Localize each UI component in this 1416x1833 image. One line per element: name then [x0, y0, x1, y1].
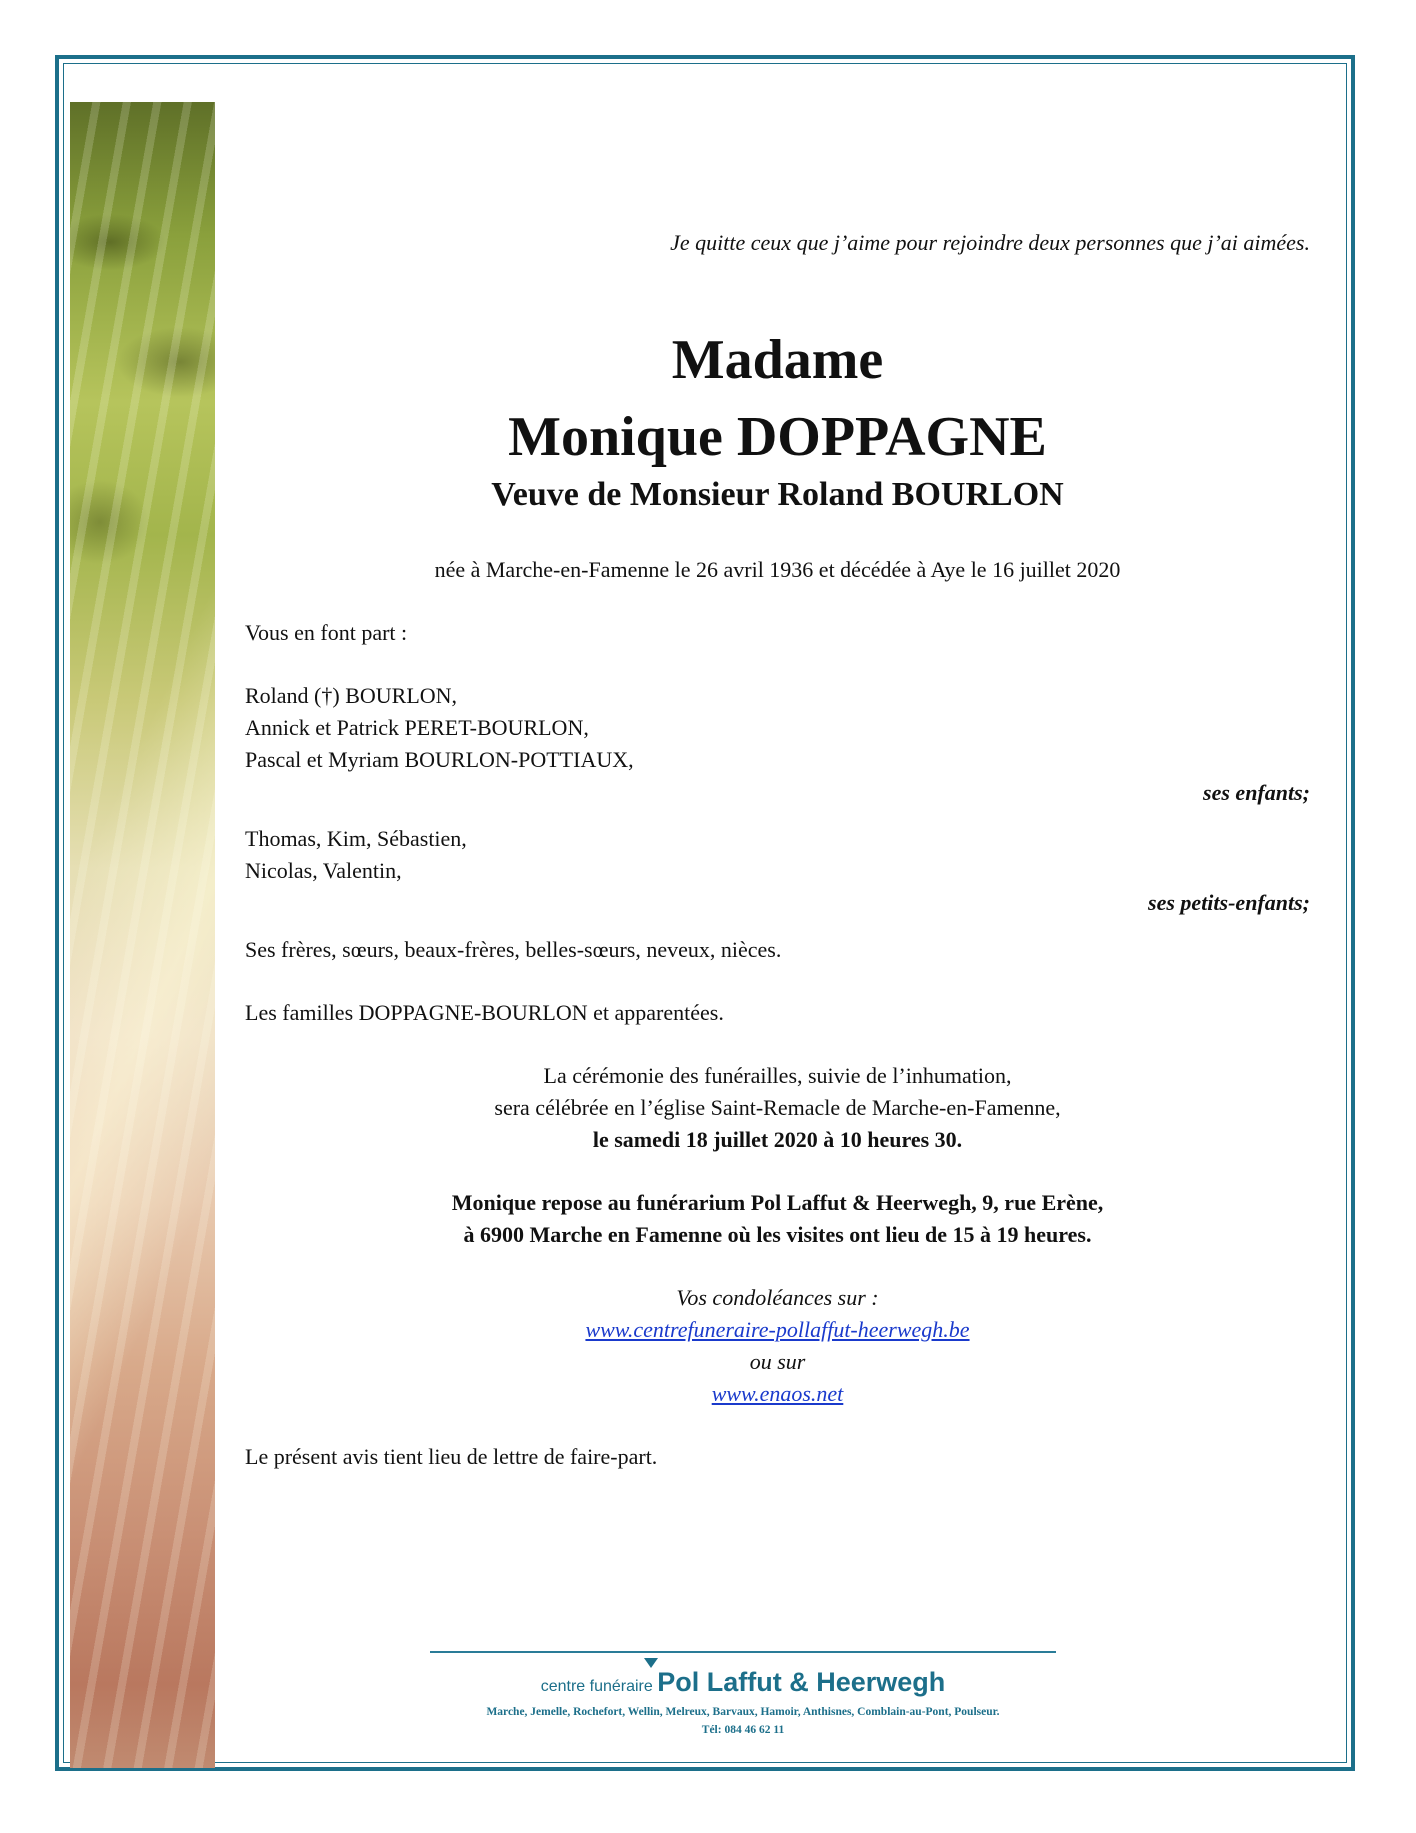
announcement-intro: Vous en font part :: [245, 620, 408, 645]
grandchildren-label: ses petits-enfants;: [1148, 890, 1310, 915]
sunlight-rays: [70, 102, 215, 1768]
children-label: ses enfants;: [1203, 780, 1310, 805]
family-member: Thomas, Kim, Sébastien,: [245, 826, 467, 851]
relatives-line: Ses frères, sœurs, beaux-frères, belles-sœurs, neveux, nièces.: [245, 937, 782, 962]
logo-prefix: centre funéraire: [540, 1678, 653, 1695]
families-line: Les familles DOPPAGNE-BOURLON et apparentées.: [245, 1000, 724, 1025]
ceremony-line: sera célébrée en l’église Saint-Remacle de Marche-en-Famenne,: [494, 1095, 1061, 1120]
condolences-link-funeral-center[interactable]: www.centrefuneraire-pollaffut-heerwegh.be: [585, 1317, 970, 1342]
footer-locations: Marche, Jemelle, Rochefort, Wellin, Melreux, Barvaux, Hamoir, Anthisnes, Comblain-au-Pont, Poulseur.: [486, 1706, 1000, 1718]
condolences-or: ou sur: [749, 1349, 806, 1374]
honorific-title: Madame: [671, 329, 884, 391]
widow-of-line: Veuve de Monsieur Roland BOURLON: [491, 476, 1064, 513]
family-member: Roland (†) BOURLON,: [245, 683, 458, 708]
family-member: Pascal et Myriam BOURLON-POTTIAUX,: [245, 747, 634, 772]
epigraph-quote: Je quitte ceux que j’aime pour rejoindre deux personnes que j’ai aimées.: [670, 230, 1310, 255]
forest-path-photo: [70, 102, 215, 1768]
condolences-label: Vos condoléances sur :: [676, 1285, 879, 1310]
closing-note: Le présent avis tient lieu de lettre de faire-part.: [245, 1444, 658, 1469]
logo-brand-name: Pol Laffut & Heerwegh: [657, 1667, 946, 1697]
visiting-hours-line: à 6900 Marche en Famenne où les visites ont lieu de 15 à 19 heures.: [463, 1222, 1092, 1247]
funerarium-line: Monique repose au funérarium Pol Laffut & Heerwegh, 9, rue Erène,: [451, 1190, 1104, 1215]
condolences-link-enaos[interactable]: www.enaos.net: [711, 1381, 844, 1406]
family-member: Annick et Patrick PERET-BOURLON,: [245, 715, 589, 740]
birth-death-line: née à Marche-en-Famenne le 26 avril 1936 et décédée à Aye le 16 juillet 2020: [434, 557, 1121, 582]
ceremony-date: le samedi 18 juillet 2020 à 10 heures 30.: [592, 1127, 963, 1152]
deceased-name: Monique DOPPAGNE: [508, 406, 1047, 468]
footer-phone: Tél: 084 46 62 11: [701, 1724, 785, 1736]
ceremony-line: La cérémonie des funérailles, suivie de l’inhumation,: [543, 1063, 1012, 1088]
footer-divider: [430, 1651, 1056, 1653]
funeral-home-logo: [430, 1667, 1056, 1698]
family-member: Nicolas, Valentin,: [245, 858, 402, 883]
